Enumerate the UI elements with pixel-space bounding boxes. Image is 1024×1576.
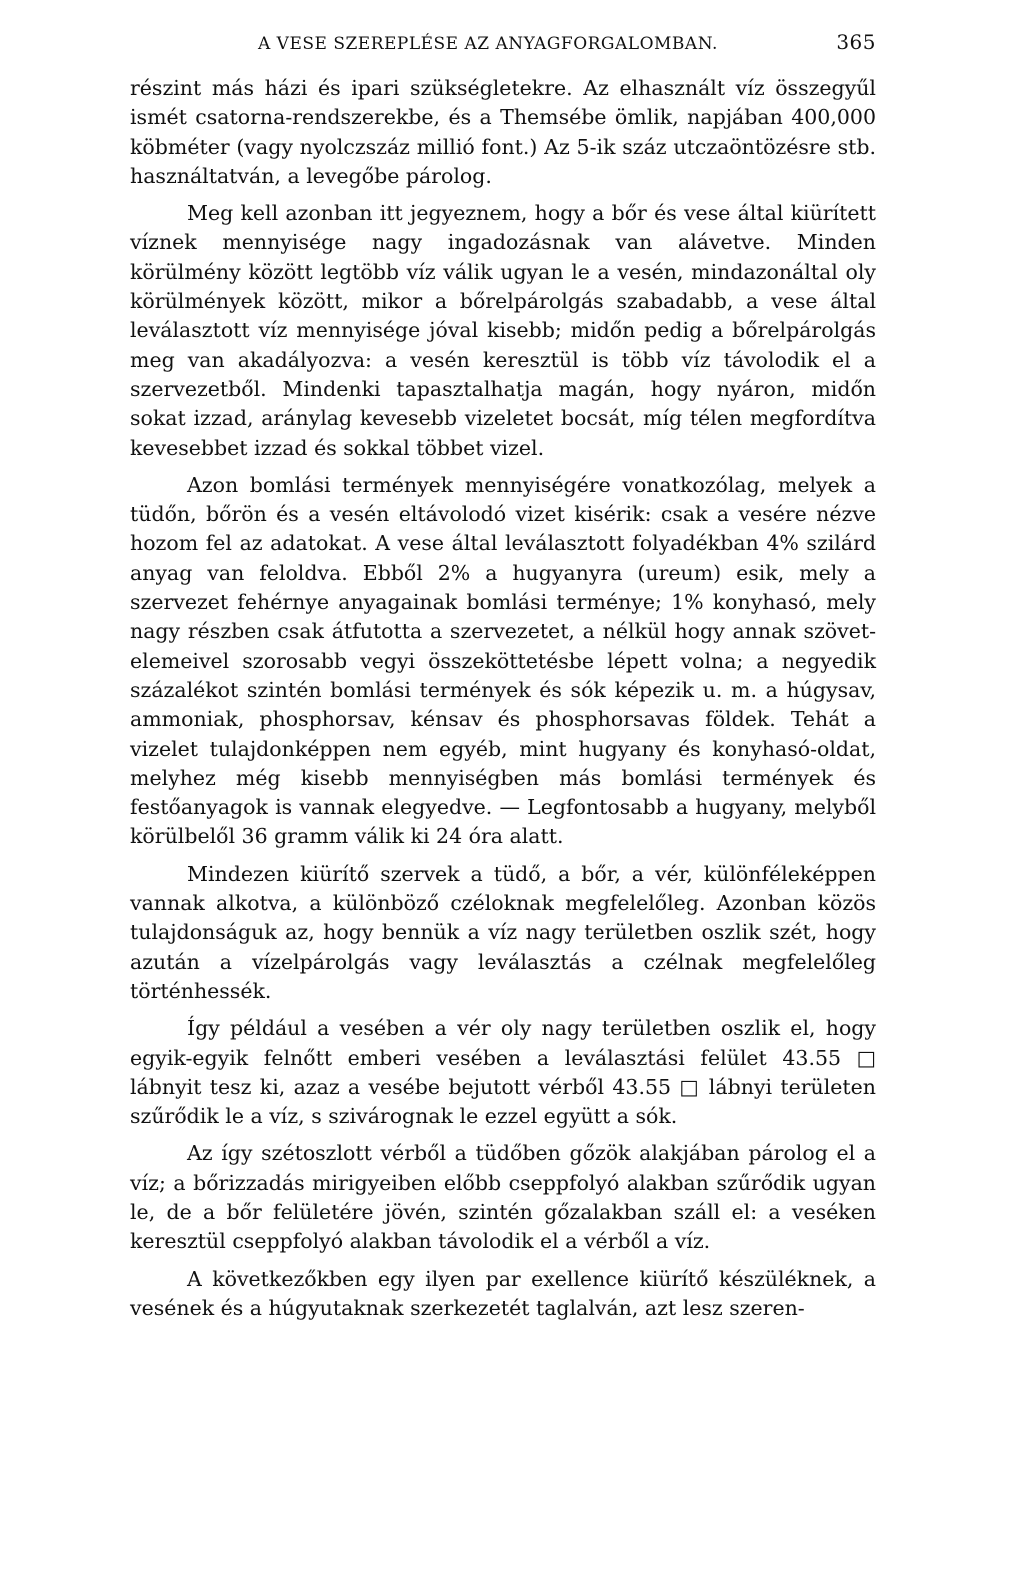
page-number: 365: [836, 30, 876, 54]
paragraph-kidney-surface: Így például a vesében a vér oly nagy területben oszlik el, hogy egyik-egyik felnőtt emberi vesében a leválasztási felület 43.55 □ lábnyit tesz ki, azaz a vesébe bejutott vérből 43.55 □ lábnyi területen szűrődik le a víz, s szivárognak le ezzel együtt a sók.: [130, 1016, 876, 1129]
book-page: [130, 30, 876, 1331]
paragraph-water-excretion: Meg kell azonban itt jegyeznem, hogy a bőr és vese által kiürített víznek mennyisége nagy ingadozásnak van alávetve. Minden körülmény között legtöbb víz válik ugyan le a vesén, mindazonáltal oly körülmények között, mikor a bőrelpárolgás szabadabb, a vese által leválasztott víz mennyisége jóval kisebb; midőn pedig a bőrelpárolgás meg van akadályozva: a vesén keresztül is több víz távolodik el a szervezetből. Mindenki tapasztalhatja magán, hogy nyáron, midőn sokat izzad, aránylag kevesebb vizeletet bocsát, míg télen megfordítva kevesebbet izzad és sokkal többet vizel.: [130, 201, 876, 460]
paragraph-following: A következőkben egy ilyen par exellence kiürítő készüléknek, a vesének és a húgyutaknak szerkezetét taglalván, azt lesz szeren-: [130, 1266, 876, 1320]
running-head: [130, 30, 876, 60]
paragraph-dispersed-blood: Az így szétoszlott vérből a tüdőben gőzök alakjában párolog el a víz; a bőrizzadás mirigyeiben előbb cseppfolyó alakban szűrődik ugyan le, de a bőr felületére jövén, szintén gőzalakban száll el: a veséken keresztül cseppfolyó alakban távolodik el a vérből a víz.: [130, 1141, 876, 1254]
running-title: A VESE SZEREPLÉSE AZ ANYAGFORGALOMBAN.: [258, 34, 718, 54]
body-text: [130, 74, 876, 1323]
paragraph-continuation: részint más házi és ipari szükségletekre. Az elhasznált víz összegyűl ismét csatorna-rendszerekbe, és a Themsébe ömlik, napjában 400,000 köbméter (vagy nyolczszáz millió font.) Az 5-ik száz utczaöntözésre stb. használtatván, a levegőbe párolog.: [130, 76, 876, 188]
paragraph-decomposition-products: Azon bomlási termények mennyiségére vonatkozólag, melyek a tüdőn, bőrön és a vesén eltávolodó vizet kisérik: csak a vesére nézve hozom fel az adatokat. A vese által leválasztott folyadékban 4% szilárd anyag van feloldva. Ebből 2% a hugyanyra (ureum) esik, mely a szervezet fehérnye anyagainak bomlási terménye; 1% konyhasó, mely nagy részben csak átfutotta a szervezetet, a nélkül hogy annak szövet-elemeivel szorosabb vegyi összeköttetésbe lépett volna; a negyedik százalékot szintén bomlási termények és sók képezik u. m. a húgysav, ammoniak, phosphorsav, kénsav és phosphorsavas földek. Tehát a vizelet tulajdonképpen nem egyéb, mint hugyany és konyhasó-oldat, melyhez még kisebb mennyiségben más bomlási termények és festőanyagok is vannak elegyedve. — Legfontosabb a hugyany, melyből körülbelől 36 gramm válik ki 24 óra alatt.: [130, 472, 876, 849]
paragraph-excretory-organs: Mindezen kiürítő szervek a tüdő, a bőr, a vér, különféleképpen vannak alkotva, a különböző czéloknak megfelelőleg. Azonban közös tulajdonságuk az, hogy bennük a víz nagy területben oszlik szét, hogy azután a vízelpárolgás vagy leválasztás a czélnak megfelelőleg történhessék.: [130, 861, 876, 1003]
